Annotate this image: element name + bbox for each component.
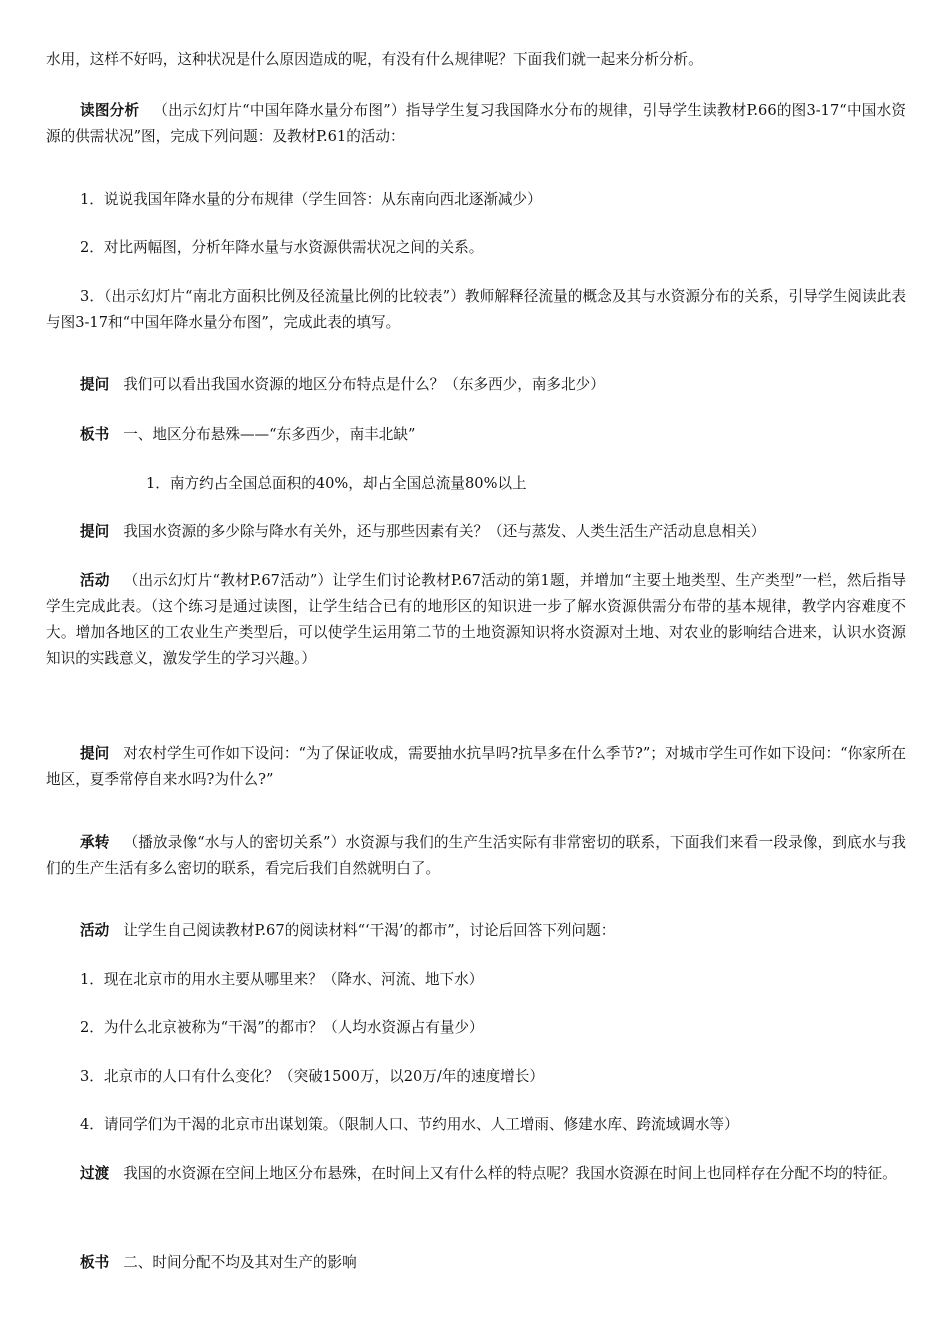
section-label: 承转 bbox=[80, 834, 110, 851]
activity-question-1 bbox=[46, 967, 906, 993]
paragraph-board-2 bbox=[46, 1250, 906, 1276]
paragraph-text: 水用，这样不好吗，这种状况是什么原因造成的呢，有没有什么规律呢？下面我们就一起来分析分析。 bbox=[46, 51, 703, 68]
paragraph-text: 1．说说我国年降水量的分布规律（学生回答：从东南向西北逐渐减少） bbox=[80, 191, 542, 208]
paragraph-activity-1 bbox=[46, 568, 906, 672]
paragraph-text: 我国水资源的多少除与降水有关外，还与那些因素有关？（还与蒸发、人类生活生产活动息息相关） bbox=[123, 523, 766, 540]
section-label: 板书 bbox=[80, 426, 110, 443]
section-label: 读图分析 bbox=[80, 102, 140, 119]
paragraph-text: 3．（出示幻灯片“南北方面积比例及径流量比例的比较表”）教师解释径流量的概念及其与水资源分布的关系，引导学生阅读此表与图3-17和“中国年降水量分布图”，完成此表的填写。 bbox=[46, 288, 906, 331]
paragraph-question-2 bbox=[46, 519, 906, 545]
paragraph-intro bbox=[46, 47, 906, 73]
list-item-2 bbox=[46, 235, 906, 261]
section-label: 提问 bbox=[80, 745, 110, 762]
paragraph-board-1 bbox=[46, 422, 906, 448]
activity-question-3 bbox=[46, 1064, 906, 1090]
paragraph-transition-1 bbox=[46, 830, 906, 882]
paragraph-text: （出示幻灯片“教材P.67活动”）让学生们讨论教材P.67活动的第1题，并增加“主要土地类型、生产类型”一栏，然后指导学生完成此表。（这个练习是通过读图，让学生结合已有的地形区的知识进一步了解水资源供需分布带的基本规律，教学内容难度不大。增加各地区的工农业生产类型后，可以使学生运用第二节的土地资源知识将水资源对土地、对农业的影响结合进来，认识水资源知识的实践意义，激发学生的学习兴趣。） bbox=[46, 572, 906, 667]
paragraph-text: 对农村学生可作如下设问：“为了保证收成，需要抽水抗旱吗?抗旱多在什么季节?”；对城市学生可作如下设问：“你家所在地区，夏季常停自来水吗?为什么?” bbox=[46, 745, 906, 788]
section-label: 板书 bbox=[80, 1254, 110, 1271]
paragraph-question-3 bbox=[46, 741, 906, 793]
section-label: 提问 bbox=[80, 523, 110, 540]
activity-question-2 bbox=[46, 1015, 906, 1041]
activity-question-4 bbox=[46, 1112, 906, 1138]
paragraph-activity-2 bbox=[46, 918, 906, 944]
paragraph-transition-2 bbox=[46, 1161, 906, 1187]
paragraph-read-map bbox=[46, 98, 906, 150]
board-sub-item-1 bbox=[46, 471, 906, 497]
paragraph-text: 让学生自己阅读教材P.67的阅读材料“‘干渴’的都市”，讨论后回答下列问题： bbox=[123, 922, 616, 939]
section-label: 过渡 bbox=[80, 1165, 110, 1182]
list-item-3 bbox=[46, 284, 906, 336]
paragraph-text: 4．请同学们为干渴的北京市出谋划策。（限制人口、节约用水、人工增雨、修建水库、跨流域调水等） bbox=[80, 1116, 739, 1133]
list-item-1 bbox=[46, 187, 906, 213]
paragraph-text: 2．对比两幅图，分析年降水量与水资源供需状况之间的关系。 bbox=[80, 239, 484, 256]
section-label: 活动 bbox=[80, 572, 110, 589]
paragraph-text: 1．南方约占全国总面积的40%，却占全国总流量80%以上 bbox=[146, 475, 527, 492]
paragraph-text: 我们可以看出我国水资源的地区分布特点是什么？（东多西少，南多北少） bbox=[123, 376, 605, 393]
paragraph-text: 我国的水资源在空间上地区分布悬殊，在时间上又有什么样的特点呢？我国水资源在时间上也同样存在分配不均的特征。 bbox=[123, 1165, 897, 1182]
paragraph-text: 二、时间分配不均及其对生产的影响 bbox=[123, 1254, 357, 1271]
paragraph-text: （播放录像“水与人的密切关系”）水资源与我们的生产生活实际有非常密切的联系，下面我们来看一段录像，到底水与我们的生产生活有多么密切的联系，看完后我们自然就明白了。 bbox=[46, 834, 906, 877]
paragraph-question-1 bbox=[46, 372, 906, 398]
section-label: 活动 bbox=[80, 922, 110, 939]
paragraph-text: 一、地区分布悬殊——“东多西少，南丰北缺” bbox=[123, 426, 416, 443]
paragraph-text: （出示幻灯片“中国年降水量分布图”）指导学生复习我国降水分布的规律，引导学生读教材P.66的图3-17“中国水资源的供需状况”图，完成下列问题：及教材P.61的活动： bbox=[46, 102, 906, 145]
section-label: 提问 bbox=[80, 376, 110, 393]
paragraph-text: 2．为什么北京被称为“干渴”的都市？（人均水资源占有量少） bbox=[80, 1019, 484, 1036]
paragraph-text: 3．北京市的人口有什么变化？（突破1500万，以20万/年的速度增长） bbox=[80, 1068, 544, 1085]
paragraph-text: 1．现在北京市的用水主要从哪里来？（降水、河流、地下水） bbox=[80, 971, 484, 988]
